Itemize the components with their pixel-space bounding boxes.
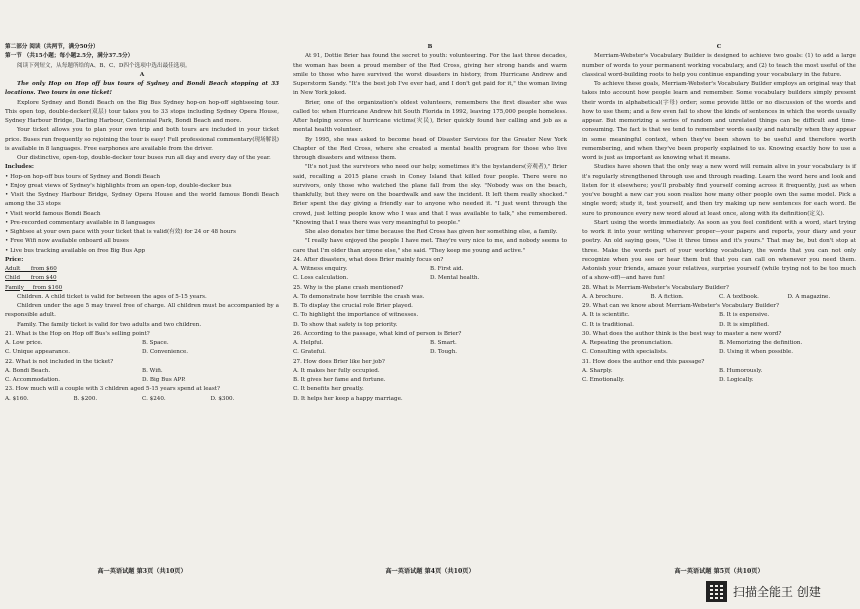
passage-c-paragraph: To achieve these goals, Merriam-Webster's Vocabulary Builder employs an original way that takes into account how people learn and remember. Some vocabulary builders simply present their words in alphabetical(字母) order; some provide little or no discussion of the words and how to use them; and a few even fail to show the kinds of sentences in which the words usually appear. But memorizing a series of random and unrelated things can be difficult and time-consuming. The fact is that we tend to remember words easily and naturally when they appear in some meaningful context, when they've been shown to be useful and therefore worth remembering, and when they've been properly explained to us. Knowing exactly how to use a word is just as important as knowing what it means. — [582, 81, 856, 161]
price-family: Family from $160 — [5, 284, 63, 291]
question-30-options — [582, 339, 856, 358]
passage-c-paragraph: Merriam-Webster's Vocabulary Builder is designed to achieve two goals: (1) to add a large number of words to your permanent working vocabulary, and (2) to teach the most useful of the classical word-building roots to help you continue expanding your vocabulary in the future. — [582, 53, 856, 78]
passage-b-paragraph: Brier, one of the organization's oldest volunteers, remembers the first disaster she was called to: when Hurricane Andrew hit South Florida in 1992, leaving 175,000 people homeless. After helping scores of hurricane victims(灾民), Brier quickly found her calling and job as a mental health volunteer. — [293, 99, 567, 134]
scanner-label: 扫描全能王 创建 — [733, 584, 821, 599]
option: C. $240. — [142, 395, 166, 402]
question-23: 23. How much will a couple with 3 children aged 5-15 years spend at least? — [5, 386, 221, 393]
passage-b-paragraph: "I really have enjoyed the people I have met. They're very nice to me, and nobody seems to care that I'm older than anyone else," she said. "They keep me young and active." — [293, 238, 567, 254]
page-5-column — [582, 43, 856, 385]
passage-c-paragraph: Studies have shown that the only way a new word will remain alive in your vocabulary is if it's regularly strengthened through use and through reading. Learn the word here and look and listen for it elsewhere; you'll probably find yourself coming across it frequently, just as when you've bought a new car you soon realize how many other people own the same model. Pick a single word; study it, test yourself, and then try making up new sentences for each word. Be sure to pronounce every new word aloud at least once, along with its definition(定义). — [582, 164, 856, 217]
option: A. It makes her fully occupied. — [293, 367, 380, 374]
option: B. First aid. — [430, 266, 464, 272]
option: B. $200. — [73, 395, 98, 402]
passage-a-paragraph: Your ticket allows you to plan your own trip and both tours are included in your ticket price. Buses run frequently so rejoining the tour is easy! Full professional commentary(现场解说) is available in 8 languages. Free earphones are available from the driver. — [5, 127, 279, 152]
question-31-options — [582, 367, 856, 386]
question-26-options — [293, 339, 567, 358]
option: C. Loss calculation. — [293, 275, 349, 282]
include-item: • Free Wifi now available onboard all buses — [5, 238, 129, 245]
question-21: 21. What is the Hop on Hop off Bus's selling point? — [5, 330, 150, 337]
option: B. To display the crucial role Brier played. — [293, 303, 413, 309]
qr-code-icon — [706, 581, 727, 602]
include-item: • Pre-recorded commentary available in 8 languages — [5, 219, 156, 226]
scanner-watermark — [706, 580, 821, 602]
passage-letter-c: C — [716, 44, 722, 50]
page-footer: 高一英语试题 第4页（共10页） — [385, 568, 475, 575]
option: D. To show that safety is top priority. — [293, 321, 398, 328]
price-adult: Adult from $60 — [5, 266, 57, 272]
include-item: • Sightsee at your own pace with your ticket that is valid(有效) for 24 or 48 hours — [5, 229, 236, 235]
passage-letter-a: A — [139, 71, 145, 78]
question-27: 27. How does Brier like her job? — [293, 358, 385, 365]
passage-letter-b: B — [427, 44, 433, 50]
option: D. Big Bus APP. — [142, 377, 186, 383]
option: C. It is traditional. — [582, 321, 634, 328]
include-item: • Hop-on hop-off bus tours of Sydney and Bondi Beach — [5, 173, 161, 180]
question-28: 28. What is Merriam-Webster's Vocabulary Builder? — [582, 284, 729, 291]
option: D. It is simplified. — [719, 321, 770, 328]
page-4-column — [293, 43, 567, 404]
option: A. Witness enquiry. — [293, 266, 348, 272]
include-item: • Live bus tracking available on free Big Bus App — [5, 247, 146, 254]
include-item: • Visit the Sydney Harbour Bridge, Sydney Opera House and the world famous Bondi Beach among the 33 stops — [5, 192, 279, 208]
option: D. Using it when possible. — [719, 349, 794, 356]
option: A. $160. — [5, 395, 29, 402]
option: B. It is expensive. — [719, 312, 770, 319]
option: B. Space. — [142, 340, 169, 346]
family-note: Family. The family ticket is valid for two adults and two children. — [17, 321, 202, 328]
option: D. Mental health. — [430, 275, 480, 282]
option: B. Humorously. — [719, 367, 763, 374]
part-heading: 第一节 （共15小题；每小题2.5分，满分37.5分） — [5, 53, 134, 60]
children-note: Children. A child ticket is valid for between the ages of 5-15 years. — [17, 293, 207, 300]
option: C. Grateful. — [293, 349, 326, 356]
option: C. Accommodation. — [5, 377, 60, 383]
option: C. Unique appearance. — [5, 349, 70, 356]
includes-label: Includes: — [5, 164, 34, 171]
question-22: 22. What is not included in the ticket? — [5, 358, 114, 365]
option: B. Smart. — [430, 340, 457, 346]
passage-a-paragraph: Our distinctive, open-top, double-decker tour buses run all day and every day of the year. — [17, 155, 271, 161]
question-24-options — [293, 265, 567, 284]
option: A. It is scientific. — [582, 312, 630, 319]
option: C. Emotionally. — [582, 377, 625, 383]
option: B. Wifi. — [142, 367, 163, 374]
question-25: 25. Why is the plane crash mentioned? — [293, 284, 404, 291]
question-29: 29. What can we know about Merriam-Webster's Vocabulary Builder? — [582, 303, 779, 309]
question-24: 24. After disasters, what does Brier mainly focus on? — [293, 256, 444, 263]
option: B. Memorizing the definition. — [719, 340, 803, 346]
option: C. Consulting with specialists. — [582, 349, 668, 356]
passage-a-paragraph: Explore Sydney and Bondi Beach on the Big Bus Sydney hop-on hop-off sightseeing tour. This open top, double-decker(双层) tour takes you to 33 stops including Sydney Opera House, Sydney Harbour Bridge, Darling Harbour, Centennial Park, Bondi Beach and more. — [5, 99, 279, 124]
option: A. Sharply. — [582, 367, 613, 374]
passage-a-subtitle: The only Hop on Hop off bus tours of Sydney and Bondi Beach stopping at 33 locations. Two tours in one ticket! — [5, 81, 279, 97]
option: A. To demonstrate how terrible the crash was. — [293, 293, 425, 300]
option: B. A fiction. — [650, 293, 684, 300]
children-note: Children under the age 5 may travel free of charge. All children must be accompanied by a responsible adult. — [5, 303, 279, 319]
option: A. Bondi Beach. — [5, 367, 51, 374]
option: D. $300. — [210, 395, 235, 402]
passage-c-paragraph: Start using the words immediately. As soon as you feel confident with a word, start trying to work it into your writing wherever proper—your papers and reports, your diary and your poetry. An old saying goes, "Use it three times and it's yours." That may be, but don't stop at three. Make the words part of your working vocabulary, the words that you can not only recognize when you see or hear them but that you can call on whenever you need them. Astonish your friends, amaze your relatives, surprise yourself (while trying not to be too much of a show-off)—and have fun! — [582, 219, 856, 282]
option: D. Logically. — [719, 377, 754, 383]
question-28-options — [582, 293, 856, 302]
question-22-options — [5, 367, 279, 386]
option: B. It gives her fame and fortune. — [293, 377, 386, 383]
option: C. It benefits her greatly. — [293, 386, 364, 393]
option: A. A brochure. — [582, 293, 624, 300]
question-21-options — [5, 339, 279, 358]
page-3-column — [5, 43, 279, 404]
question-31: 31. How does the author end this passage? — [582, 358, 705, 365]
question-26: 26. According to the passage, what kind of person is Brier? — [293, 330, 462, 337]
option: D. Tough. — [430, 349, 458, 356]
option: C. To highlight the importance of witnesses. — [293, 312, 419, 319]
price-child: Child from $40 — [5, 275, 57, 282]
option: C. A textbook. — [719, 293, 759, 300]
option: D. A magazine. — [787, 293, 831, 300]
passage-b-paragraph: She also donates her time because the Red Cross has given her something else, a family. — [305, 229, 558, 235]
question-29-options — [582, 311, 856, 330]
option: D. It helps her keep a happy marriage. — [293, 395, 403, 402]
option: A. Repeating the pronunciation. — [582, 340, 673, 346]
instruction: 阅读下列短文，从每题所给的A、B、C、D四个选项中选出最佳选项。 — [17, 62, 191, 69]
passage-b-paragraph: By 1995, she was asked to become head of Disaster Services for the Greater New York Chapter of the Red Cross, where she created a mental health program for those who live through disasters and witness them. — [293, 136, 567, 161]
include-item: • Enjoy great views of Sydney's highlights from an open-top, double-decker bus — [5, 182, 232, 189]
question-30: 30. What does the author think is the best way to master a new word? — [582, 330, 782, 337]
passage-b-paragraph: At 91, Dottie Brier has found the secret to youth: volunteering. For the last three decades, the woman has been a proud member of the Red Cross, giving her strong hands and warm smile to those who have survived the worst disasters in history, from Hurricane Andrew and Superstorm Sandy. "It's the best job I've ever had, and I don't get paid for it," the woman living in New York joked. — [293, 53, 567, 97]
option: D. Convenience. — [142, 349, 189, 356]
page-footer: 高一英语试题 第5页（共10页） — [674, 568, 764, 575]
section-heading: 第二部分 阅读（共两节，满分50分） — [5, 44, 99, 50]
option: A. Helpful. — [293, 340, 324, 346]
price-label: Price: — [5, 256, 24, 263]
passage-b-paragraph: "It's not just the survivors who need our help; sometimes it's the bystanders(旁观者)," Brier said, recalling a 2015 plane crash in Coney Island that killed four people. There were no survivors, only those who watched the plane fall from the sky. "Nobody was on the beach, thankfully, but they were on the boardwalk and saw the incident. It left them really shocked." Brier spent the day giving a friendly ear to anyone who needed it. "I just went through the crowd, just letting people know who I was and that I was available to talk," she remembered. "Knowing that I was there was very meaningful to people." — [293, 164, 567, 226]
option: A. Low price. — [5, 340, 43, 346]
include-item: • Visit world famous Bondi Beach — [5, 210, 101, 217]
question-23-options — [5, 395, 279, 404]
page-footer: 高一英语试题 第3页（共10页） — [97, 568, 187, 575]
